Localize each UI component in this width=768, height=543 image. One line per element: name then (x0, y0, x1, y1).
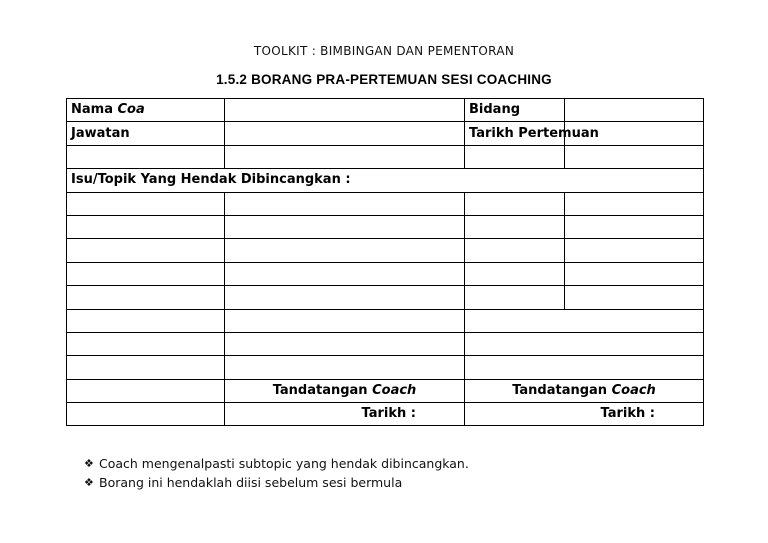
table-cell[interactable] (565, 145, 704, 168)
table-row (67, 122, 704, 145)
signature-left-label: Tandatangan (272, 382, 368, 398)
bidang-label: Bidang (469, 102, 521, 118)
table-row (67, 99, 704, 122)
table-cell[interactable] (465, 192, 565, 215)
table-cell[interactable] (225, 262, 465, 285)
table-row (67, 403, 704, 426)
table-cell[interactable] (565, 262, 704, 285)
table-cell[interactable] (225, 356, 465, 379)
nama-label-cell (67, 99, 225, 122)
form-title: 1.5.2 BORANG PRA-PERTEMUAN SESI COACHING (216, 72, 552, 87)
nama-suffix: Coa (117, 102, 145, 118)
table-row (67, 286, 704, 309)
coaching-form-table (66, 98, 704, 426)
notes-list (84, 454, 469, 492)
table-cell[interactable] (225, 192, 465, 215)
table-cell[interactable] (465, 356, 704, 379)
signature-coach-right-cell[interactable] (465, 379, 704, 402)
table-cell[interactable] (67, 379, 225, 402)
table-cell[interactable] (565, 286, 704, 309)
table-cell[interactable] (225, 145, 465, 168)
table-cell[interactable] (465, 145, 565, 168)
table-cell[interactable] (67, 215, 225, 238)
signature-right-label: Tandatangan (512, 382, 608, 398)
table-cell[interactable] (565, 215, 704, 238)
tarikh-pertemuan-label-cell (465, 122, 599, 145)
table-row (67, 309, 704, 332)
diamond-bullet-icon: ❖ (84, 476, 94, 489)
table-cell[interactable] (67, 309, 225, 332)
table-cell[interactable] (225, 286, 465, 309)
table-cell[interactable] (225, 215, 465, 238)
table-cell[interactable] (465, 332, 704, 355)
jawatan-value-cell[interactable] (225, 122, 465, 145)
table-row (67, 332, 704, 355)
table-cell[interactable] (225, 239, 465, 262)
toolkit-header: TOOLKIT : BIMBINGAN DAN PEMENTORAN (253, 44, 515, 58)
tarikh-pertemuan-label: Tarikh Pertemuan (469, 125, 599, 141)
table-row (67, 262, 704, 285)
table-row (67, 379, 704, 402)
tarikh-right-label: Tarikh : (600, 406, 655, 422)
note-item (84, 473, 469, 492)
nama-value-cell[interactable] (225, 99, 465, 122)
isu-topik-label-cell (67, 169, 704, 192)
table-row (67, 215, 704, 238)
table-cell[interactable] (67, 262, 225, 285)
bidang-value-cell[interactable] (565, 99, 704, 122)
table-cell[interactable] (465, 309, 704, 332)
nama-label: Nama (71, 102, 113, 118)
table-cell[interactable] (67, 286, 225, 309)
table-row (67, 239, 704, 262)
table-cell[interactable] (67, 403, 225, 426)
coach-word: Coach (372, 382, 417, 398)
table-cell[interactable] (67, 145, 225, 168)
table-cell[interactable] (67, 192, 225, 215)
table-cell[interactable] (225, 309, 465, 332)
table-cell[interactable] (465, 262, 565, 285)
table-cell[interactable] (465, 239, 565, 262)
tarikh-left-label: Tarikh : (361, 406, 416, 422)
table-cell[interactable] (465, 215, 565, 238)
coach-word: Coach (611, 382, 656, 398)
table-cell[interactable] (67, 332, 225, 355)
table-cell[interactable] (565, 239, 704, 262)
diamond-bullet-icon: ❖ (84, 457, 94, 470)
jawatan-label: Jawatan (71, 125, 130, 141)
table-row (67, 192, 704, 215)
tarikh-right-cell[interactable] (465, 403, 704, 426)
table-cell[interactable] (565, 192, 704, 215)
table-cell[interactable] (225, 332, 465, 355)
isu-topik-label: Isu/Topik Yang Hendak Dibincangkan : (71, 172, 351, 188)
table-row (67, 356, 704, 379)
table-cell[interactable] (67, 356, 225, 379)
table-row (67, 145, 704, 168)
table-row (67, 169, 704, 192)
note-text: Coach mengenalpasti subtopic yang hendak dibincangkan. (99, 456, 469, 471)
bidang-label-cell (465, 99, 565, 122)
jawatan-label-cell (67, 122, 225, 145)
table-cell[interactable] (67, 239, 225, 262)
signature-coach-left-cell[interactable] (225, 379, 465, 402)
note-item (84, 454, 469, 473)
table-cell[interactable] (465, 286, 565, 309)
tarikh-left-cell[interactable] (225, 403, 465, 426)
note-text: Borang ini hendaklah diisi sebelum sesi bermula (99, 475, 403, 490)
